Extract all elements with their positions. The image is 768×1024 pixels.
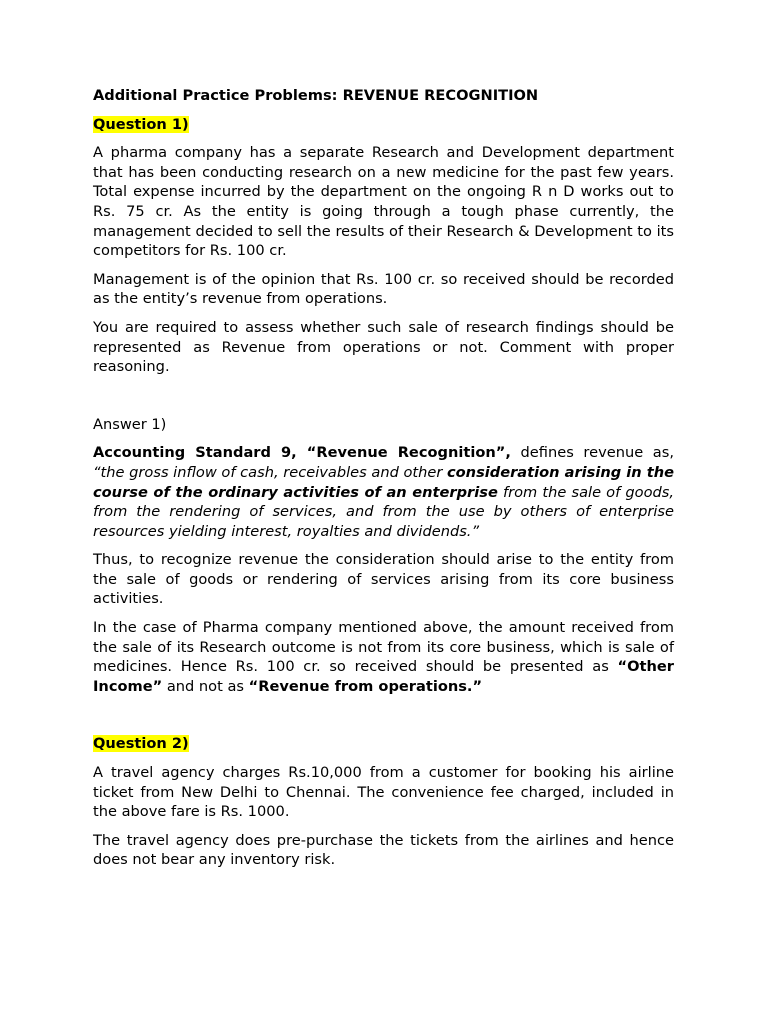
definition-lead: defines revenue as, (510, 444, 674, 462)
question-2-label: Question 2) (93, 735, 189, 753)
question-1-heading (93, 115, 674, 135)
answer-1-paragraph-3 (93, 618, 674, 696)
definition-quote-end: from the sale of goods, from the rendering of services, and from the use by others of enterprise resources yielding interest, royalties and dividends.” (93, 483, 675, 540)
document-title: Additional Practice Problems: REVENUE RECOGNITION (93, 87, 539, 104)
question-2-heading (93, 734, 674, 754)
definition-quote-start: “the gross inflow of cash, receivables and other (93, 463, 447, 481)
answer-1-label: Answer 1) (93, 415, 167, 433)
question-1-paragraph-3: You are required to assess whether such sale of research findings should be represented as Revenue from operations or not. Comment with proper reasoning. (93, 318, 674, 376)
other-income-term: “Other Income” (93, 658, 674, 695)
answer-1-definition (93, 443, 674, 541)
answer-1-paragraph-3-text: In the case of Pharma company mentioned above, the amount received from the sale of its Research outcome is not from its core business, which is sale of medicines. Hence Rs. 100 cr. so received should be presented as (93, 619, 674, 676)
section-spacer (93, 705, 674, 734)
document-page (93, 86, 674, 879)
definition-quote-emphasis: consideration arising in the course of the ordinary activities of an enterprise (93, 463, 675, 501)
question-2-paragraph-2: The travel agency does pre-purchase the tickets from the airlines and hence does not bear any inventory risk. (93, 831, 674, 869)
question-1-paragraph-1: A pharma company has a separate Research and Development department that has been conducting research on a new medicine for the past few years. Total expense incurred by the department on the ongoing R n D works out to Rs. 75 cr. As the entity is going through a tough phase currently, the management decided to sell the results of their Research & Development to its competitors for Rs. 100 cr. (93, 144, 674, 260)
question-1-paragraph-2: Management is of the opinion that Rs. 100 cr. so received should be recorded as the entity’s revenue from operations. (93, 270, 674, 308)
accounting-standard-reference: Accounting Standard 9, “Revenue Recognition”, (93, 444, 511, 462)
revenue-from-operations-term: “Revenue from operations.” (248, 677, 483, 695)
answer-1-paragraph-3-mid: and not as (162, 677, 249, 695)
question-2-paragraph-1: A travel agency charges Rs.10,000 from a customer for booking his airline ticket from New Delhi to Chennai. The convenience fee charged, included in the above fare is Rs. 1000. (93, 764, 674, 821)
answer-1-paragraph-2: Thus, to recognize revenue the consideration should arise to the entity from the sale of goods or rendering of services arising from its core business activities. (93, 551, 674, 608)
section-spacer (93, 386, 674, 415)
question-1-label: Question 1) (93, 115, 189, 133)
